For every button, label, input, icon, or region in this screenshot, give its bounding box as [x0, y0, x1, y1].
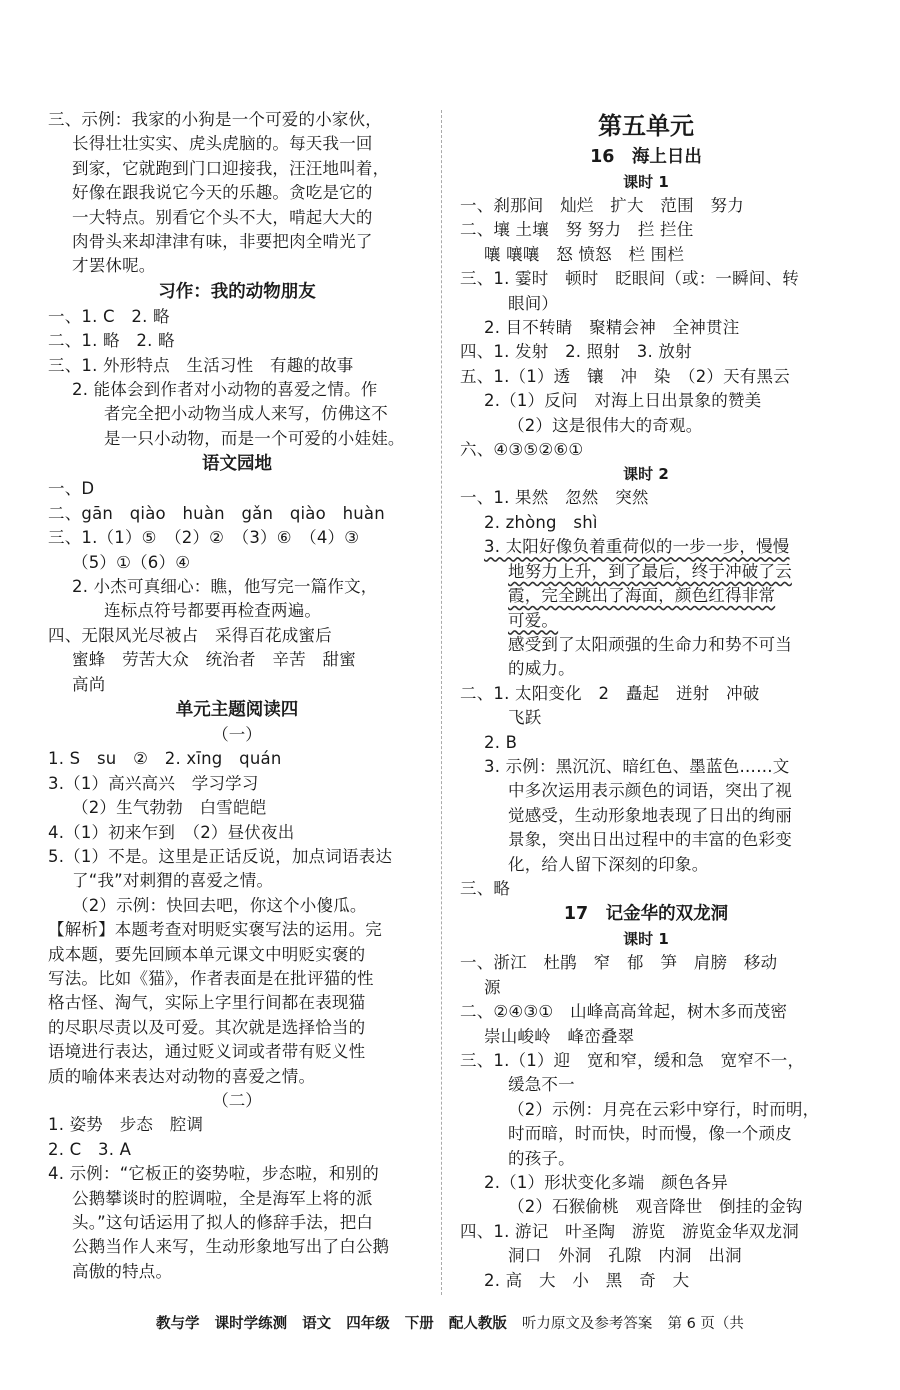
left-line: 者完全把小动物当成人来写，仿佛这不 [104, 404, 388, 424]
left-line: 写法。比如《猫》，作者表面是在批评猫的性 [48, 969, 374, 988]
left-line: 语境进行表达，通过贬义词或者带有贬义性 [48, 1042, 366, 1062]
right-line: 2. B [484, 732, 518, 752]
left-line: 三、1.（1）⑤ （2）② （3）⑥ （4）③ [48, 528, 360, 548]
left-line: 是一只小动物，而是一个可爱的小娃娃。 [104, 428, 405, 448]
footer-brand: 教与学 [156, 1316, 200, 1332]
right-line: 2.（1）形状变化多端 颜色各异 [484, 1173, 728, 1193]
right-line: 2. 高 大 小 黑 奇 大 [484, 1270, 690, 1290]
left-line: 质的喻体来表达对动物的喜爱之情。 [48, 1066, 316, 1086]
right-line: （2）这是很伟大的奇观。 [508, 415, 703, 435]
left-line: 1. 姿势 步态 腔调 [48, 1115, 204, 1135]
footer-series: 课时学练测 [214, 1316, 288, 1332]
left-line: 2. 能体会到作者对小动物的喜爱之情。作 [72, 380, 378, 400]
left-line: 成本题，要先回顾本单元课文中明贬实褒的 [48, 944, 366, 964]
left-line: 一大特点。别看它个头不大，啃起大大的 [72, 207, 373, 227]
right-line: 四、1. 发射 2. 照射 3. 放射 [460, 342, 692, 362]
right-line: 可爱。 [508, 610, 559, 630]
right-line: 化，给人留下深刻的印象。 [508, 854, 709, 874]
left-line: 语文园地 [202, 454, 272, 475]
right-line: 二、壤 土壤 努 努力 拦 拦住 [460, 220, 694, 240]
right-line: （2）示例：月亮在云彩中穿行，时而明， [508, 1099, 820, 1119]
right-line: 中多次运用表示颜色的词语，突出了视 [508, 781, 792, 801]
left-line: （一） [212, 724, 262, 744]
footer-page: 第 6 页（共 [667, 1316, 744, 1332]
right-line: 2. 目不转睛 聚精会神 全神贯注 [484, 318, 740, 338]
right-line: 课时 1 [623, 930, 669, 949]
left-line: 四、无限风光尽被占 采得百花成蜜后 [48, 625, 332, 645]
left-line: 的尽职尽责以及可爱。其次就是选择恰当的 [48, 1017, 366, 1037]
footer-subject: 语文 [302, 1316, 332, 1332]
footer-grade: 四年级 [346, 1316, 390, 1332]
right-line: 的威力。 [508, 659, 575, 679]
left-line: 才罢休呢。 [72, 256, 156, 276]
right-line: 霞，完全跳出了海面，颜色红得非常 [508, 586, 776, 606]
right-line: 嚷 嚷嚷 怒 愤怒 栏 围栏 [484, 244, 685, 264]
right-line: 时而暗，时而快，时而慢，像一个顽皮 [508, 1124, 792, 1144]
left-line: 2. 小杰可真细心：瞧，他写完一篇作文， [72, 576, 378, 596]
left-line: 好像在跟我说它今天的乐趣。贪吃是它的 [72, 183, 373, 203]
right-line: 3. 太阳好像负着重荷似的一步一步，慢慢 [484, 537, 790, 557]
right-line: 四、1. 游记 叶圣陶 游览 游览金华双龙洞 [460, 1221, 799, 1241]
left-line: 蜜蜂 劳苦大众 统治者 辛苦 甜蜜 [72, 650, 356, 670]
right-line: 洞口 外洞 孔隙 内洞 出洞 [508, 1246, 742, 1266]
left-line: 高傲的特点。 [72, 1261, 173, 1281]
left-line: 1. S su ② 2. xīng quán [48, 749, 282, 769]
left-line: （5）①（6）④ [72, 552, 191, 572]
left-line: 了“我”对刺猬的喜爱之情。 [72, 871, 274, 891]
left-line: 3.（1）高兴高兴 学习学习 [48, 773, 259, 793]
left-line: 4.（1）初来乍到 （2）昼伏夜出 [48, 822, 295, 842]
right-line: 源 [484, 977, 501, 997]
right-line: 地努力上升，到了最后，终于冲破了云 [508, 561, 792, 581]
right-line: 崇山峻岭 峰峦叠翠 [484, 1026, 635, 1046]
left-line: 公鹅当作人来写，生动形象地写出了白公鹅 [72, 1237, 390, 1257]
right-line: 飞跃 [508, 708, 542, 728]
left-line: 5.（1）不是。这里是正话反说，加点词语表达 [48, 846, 393, 866]
left-line: 单元主题阅读四 [175, 699, 299, 720]
right-line: 缓急不一 [508, 1075, 575, 1095]
right-line: 课时 1 [623, 173, 669, 191]
right-line: （2）石猴偷桃 观音降世 倒挂的金钩 [508, 1197, 803, 1217]
left-line: （2）生气勃勃 白雪皑皑 [72, 798, 267, 818]
left-line: 长得壮壮实实、虎头虎脑的。每天我一回 [72, 134, 373, 154]
footer-edition: 配人教版 [448, 1316, 507, 1332]
left-line: 高尚 [72, 674, 106, 694]
left-line: 头。”这句话运用了拟人的修辞手法，把白 [72, 1213, 374, 1233]
left-line: 一、1. C 2. 略 [48, 306, 170, 326]
right-line: 二、1. 太阳变化 2 矗起 迸射 冲破 [460, 683, 760, 703]
left-line: 习作：我的动物朋友 [158, 281, 316, 302]
left-line: 2. C 3. A [48, 1139, 132, 1159]
left-column [48, 108, 426, 1284]
right-line: 觉感受，生动形象地表现了日出的绚丽 [508, 805, 792, 825]
right-line: 一、1. 果然 忽然 突然 [460, 488, 649, 508]
right-line: 景象，突出日出过程中的丰富的色彩变 [508, 830, 792, 850]
left-line: （二） [212, 1091, 262, 1111]
footer-term: 下册 [404, 1316, 434, 1332]
column-divider [441, 110, 442, 1295]
right-line: 课时 2 [623, 465, 669, 484]
right-line: 17 记金华的双龙洞 [563, 904, 729, 925]
right-line: 一、刹那间 灿烂 扩大 范围 努力 [460, 196, 744, 215]
right-line: 2.（1）反问 对海上日出景象的赞美 [484, 391, 762, 411]
right-column [460, 108, 832, 1293]
right-line: 三、1.（1）迎 宽和窄，缓和急 宽窄不一， [460, 1051, 805, 1070]
left-line: 一、D [48, 479, 95, 499]
left-line: 肉骨头来却津津有味，非要把肉全啃光了 [72, 232, 373, 252]
footer-section: 听力原文及参考答案 [521, 1316, 653, 1332]
right-line: 六、④③⑤②⑥① [460, 440, 584, 460]
left-line: 三、示例：我家的小狗是一个可爱的小家伙， [48, 110, 382, 129]
right-line: 感受到了太阳顽强的生命力和势不可当 [508, 634, 792, 654]
right-line: 2. zhòng shì [484, 512, 598, 532]
right-line: 3. 示例：黑沉沉、暗红色、墨蓝色……文 [484, 756, 790, 776]
left-line: 格古怪、淘气，实际上字里行间都在表现猫 [48, 993, 366, 1013]
left-line: 二、1. 略 2. 略 [48, 331, 175, 351]
left-line: 二、gān qiào huàn gǎn qiào huàn [48, 503, 385, 523]
right-line: 二、②④③① 山峰高高耸起，树木多而茂密 [460, 1002, 788, 1022]
left-line: （2）示例：快回去吧，你这个小傻瓜。 [72, 895, 367, 915]
page-footer [0, 1312, 900, 1333]
right-line: 一、浙江 杜鹃 窄 郁 笋 肩膀 移动 [460, 953, 778, 973]
right-line: 的孩子。 [508, 1148, 575, 1168]
right-line: 眼间） [508, 293, 559, 313]
left-line: 三、1. 外形特点 生活习性 有趣的故事 [48, 355, 354, 375]
right-line: 三、略 [460, 878, 511, 898]
right-line: 第五单元 [598, 112, 694, 140]
left-line: 【解析】本题考查对明贬实褒写法的运用。完 [48, 920, 382, 940]
left-line: 到家，它就跑到门口迎接我，汪汪地叫着， [72, 158, 390, 178]
right-line: 16 海上日出 [590, 147, 702, 167]
right-line: 三、1. 霎时 顿时 眨眼间（或：一瞬间、转 [460, 269, 799, 289]
left-line: 连标点符号都要再检查两遍。 [104, 601, 322, 621]
left-line: 4. 示例：“它板正的姿势啦，步态啦，和别的 [48, 1164, 379, 1184]
right-line: 五、1.（1）透 镶 冲 染 （2）天有黑云 [460, 366, 790, 386]
left-line: 公鹅攀谈时的腔调啦，全是海军上将的派 [72, 1188, 373, 1208]
